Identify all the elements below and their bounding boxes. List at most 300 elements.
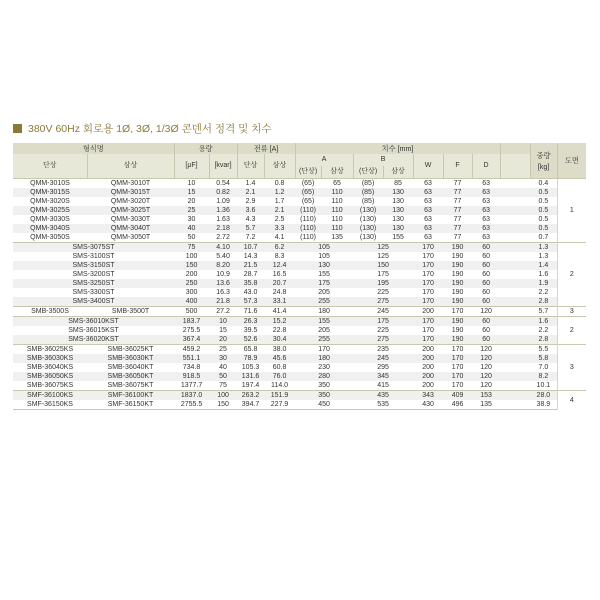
capacity-uf: 15 — [174, 188, 209, 197]
current-three: 76.0 — [264, 372, 295, 381]
dim-a-three: 110 — [321, 224, 353, 233]
header-drawing: 도면 — [557, 143, 586, 179]
weight-kg: 38.9 — [530, 400, 557, 410]
weight-kg: 2.2 — [530, 288, 557, 297]
table-row — [13, 372, 586, 381]
dim-a: 350 — [295, 381, 353, 391]
current-three: 8.3 — [264, 252, 295, 261]
capacity-kvar: 2.72 — [209, 233, 237, 243]
current-single: 78.9 — [237, 354, 264, 363]
dim-a-single: (110) — [295, 224, 321, 233]
capacity-uf: 734.8 — [174, 363, 209, 372]
current-single: 14.3 — [237, 252, 264, 261]
spacer-cell — [500, 206, 530, 215]
dim-a-single: (65) — [295, 188, 321, 197]
model-three: SMB-36040KT — [87, 363, 174, 372]
model-three: QMM-3030T — [87, 215, 174, 224]
current-three: 6.2 — [264, 243, 295, 253]
capacity-kvar: 10.9 — [209, 270, 237, 279]
dim-b-single: (85) — [353, 188, 383, 197]
header-uf: [μF] — [174, 154, 209, 179]
table-row — [13, 197, 586, 206]
drawing-number: 4 — [557, 391, 586, 410]
model-three: SMB-36025KT — [87, 345, 174, 355]
dim-d: 60 — [472, 288, 500, 297]
dim-d: 120 — [472, 381, 500, 391]
dim-d: 120 — [472, 363, 500, 372]
dim-f: 409 — [443, 391, 472, 401]
table-title — [13, 121, 271, 135]
capacity-uf: 1377.7 — [174, 381, 209, 391]
dim-f: 190 — [443, 335, 472, 345]
current-three: 16.5 — [264, 270, 295, 279]
dim-a: 130 — [295, 261, 353, 270]
spacer-cell — [500, 224, 530, 233]
current-single: 263.2 — [237, 391, 264, 401]
capacity-kvar: 75 — [209, 381, 237, 391]
model-single: SMF-36150KS — [13, 400, 87, 410]
dim-d: 60 — [472, 317, 500, 327]
model-single: SMB-36050KS — [13, 372, 87, 381]
dim-f: 77 — [443, 224, 472, 233]
header-current: 전류 [A] — [237, 143, 295, 154]
table-row — [13, 288, 586, 297]
dim-f: 190 — [443, 288, 472, 297]
dim-w: 200 — [413, 345, 443, 355]
spacer-cell — [500, 179, 530, 189]
dim-b: 435 — [353, 391, 413, 401]
dim-a: 175 — [295, 279, 353, 288]
model-combined: SMS-3100ST — [13, 252, 174, 261]
table-row — [13, 243, 586, 253]
dim-f: 77 — [443, 197, 472, 206]
weight-kg: 1.6 — [530, 270, 557, 279]
current-single: 5.7 — [237, 224, 264, 233]
dim-a: 105 — [295, 252, 353, 261]
dim-a-single: (65) — [295, 197, 321, 206]
weight-kg: 5.7 — [530, 307, 557, 317]
current-single: 3.6 — [237, 206, 264, 215]
capacity-uf: 1837.0 — [174, 391, 209, 401]
capacity-kvar: 50 — [209, 372, 237, 381]
table-row — [13, 297, 586, 307]
dim-w: 343 — [413, 391, 443, 401]
dim-b: 125 — [353, 252, 413, 261]
dim-f: 190 — [443, 243, 472, 253]
dim-w: 170 — [413, 279, 443, 288]
dim-b-three: 130 — [383, 224, 413, 233]
dim-d: 63 — [472, 206, 500, 215]
dim-a: 205 — [295, 326, 353, 335]
capacity-kvar: 100 — [209, 391, 237, 401]
dim-f: 190 — [443, 270, 472, 279]
table-row — [13, 270, 586, 279]
dim-b-three: 155 — [383, 233, 413, 243]
header-model: 형식명 — [13, 143, 174, 154]
capacity-kvar: 16.3 — [209, 288, 237, 297]
current-three: 114.0 — [264, 381, 295, 391]
current-three: 0.8 — [264, 179, 295, 189]
table-row — [13, 345, 586, 355]
dim-w: 170 — [413, 317, 443, 327]
dim-w: 170 — [413, 335, 443, 345]
dim-b-three: 130 — [383, 215, 413, 224]
dim-f: 190 — [443, 252, 472, 261]
header-b-three: 삼상 — [383, 166, 413, 179]
table-row — [13, 317, 586, 327]
table-row — [13, 354, 586, 363]
dim-d: 63 — [472, 215, 500, 224]
spacer-cell — [500, 307, 530, 317]
model-single: QMM-3040S — [13, 224, 87, 233]
dim-w: 200 — [413, 372, 443, 381]
table-row — [13, 233, 586, 243]
spacer-cell — [500, 335, 530, 345]
current-single: 10.7 — [237, 243, 264, 253]
dim-a-three: 110 — [321, 206, 353, 215]
current-single: 197.4 — [237, 381, 264, 391]
dim-d: 63 — [472, 179, 500, 189]
capacity-uf: 183.7 — [174, 317, 209, 327]
current-single: 52.6 — [237, 335, 264, 345]
current-three: 60.8 — [264, 363, 295, 372]
dim-w: 170 — [413, 270, 443, 279]
spacer-cell — [500, 345, 530, 355]
header-b-single: (단상) — [353, 166, 383, 179]
weight-kg: 1.9 — [530, 279, 557, 288]
dim-d: 120 — [472, 354, 500, 363]
dim-d: 63 — [472, 197, 500, 206]
dim-b: 175 — [353, 270, 413, 279]
table-row — [13, 252, 586, 261]
current-single: 71.6 — [237, 307, 264, 317]
dim-b-single: (130) — [353, 215, 383, 224]
current-three: 22.8 — [264, 326, 295, 335]
spacer-cell — [500, 317, 530, 327]
table-row — [13, 279, 586, 288]
spec-table — [13, 143, 586, 410]
model-combined: SMS-3200ST — [13, 270, 174, 279]
dim-d: 60 — [472, 243, 500, 253]
capacity-uf: 275.5 — [174, 326, 209, 335]
dim-w: 170 — [413, 297, 443, 307]
model-three: QMM-3040T — [87, 224, 174, 233]
capacity-kvar: 1.36 — [209, 206, 237, 215]
header-weight-unit: [kg] — [537, 161, 550, 171]
header-weight-label: 중량 — [536, 150, 551, 160]
weight-kg: 1.4 — [530, 261, 557, 270]
dim-w: 63 — [413, 197, 443, 206]
dim-d: 120 — [472, 372, 500, 381]
model-three: SMB-36030KT — [87, 354, 174, 363]
weight-kg: 2.2 — [530, 326, 557, 335]
weight-kg: 5.8 — [530, 354, 557, 363]
spacer-cell — [500, 363, 530, 372]
capacity-kvar: 2.18 — [209, 224, 237, 233]
capacity-uf: 300 — [174, 288, 209, 297]
dim-a-single: (110) — [295, 215, 321, 224]
current-single: 39.5 — [237, 326, 264, 335]
dim-a: 180 — [295, 354, 353, 363]
model-combined: SMS-3400ST — [13, 297, 174, 307]
capacity-uf: 400 — [174, 297, 209, 307]
dim-b-three: 85 — [383, 179, 413, 189]
dim-b: 150 — [353, 261, 413, 270]
header-three: 삼상 — [87, 154, 174, 179]
dim-a: 155 — [295, 317, 353, 327]
dim-w: 170 — [413, 243, 443, 253]
current-three: 3.3 — [264, 224, 295, 233]
dim-a: 280 — [295, 372, 353, 381]
weight-kg: 0.5 — [530, 188, 557, 197]
table-title-text: 380V 60Hz 회로용 1Ø, 3Ø, 1/3Ø 콘덴서 정격 및 치수 — [28, 122, 272, 135]
header-row-1 — [13, 143, 586, 154]
dim-a-three: 65 — [321, 179, 353, 189]
model-three: SMB-36075KT — [87, 381, 174, 391]
capacity-uf: 40 — [174, 224, 209, 233]
dim-a-three: 110 — [321, 188, 353, 197]
model-single: SMB-36030KS — [13, 354, 87, 363]
dim-w: 170 — [413, 326, 443, 335]
dim-b-single: (85) — [353, 179, 383, 189]
dim-a: 230 — [295, 363, 353, 372]
weight-kg: 0.5 — [530, 215, 557, 224]
dim-b-single: (130) — [353, 233, 383, 243]
dim-f: 190 — [443, 317, 472, 327]
dim-a-three: 110 — [321, 197, 353, 206]
dim-w: 200 — [413, 363, 443, 372]
dim-b: 195 — [353, 279, 413, 288]
header-f: F — [443, 154, 472, 179]
header-w: W — [413, 154, 443, 179]
model-combined: SMS-36010KST — [13, 317, 174, 327]
table-row — [13, 224, 586, 233]
dim-f: 170 — [443, 381, 472, 391]
current-three: 24.8 — [264, 288, 295, 297]
dim-d: 63 — [472, 233, 500, 243]
dim-b: 345 — [353, 372, 413, 381]
model-single: SMB-36075KS — [13, 381, 87, 391]
table-row — [13, 261, 586, 270]
capacity-uf: 551.1 — [174, 354, 209, 363]
dim-d: 60 — [472, 335, 500, 345]
capacity-kvar: 40 — [209, 363, 237, 372]
dim-w: 63 — [413, 224, 443, 233]
weight-kg: 5.5 — [530, 345, 557, 355]
model-combined: SMS-36015KST — [13, 326, 174, 335]
header-row-2 — [13, 154, 586, 166]
capacity-kvar: 5.40 — [209, 252, 237, 261]
model-single: SMB-36025KS — [13, 345, 87, 355]
capacity-uf: 10 — [174, 179, 209, 189]
dim-a: 105 — [295, 243, 353, 253]
dim-b: 225 — [353, 288, 413, 297]
dim-f: 170 — [443, 345, 472, 355]
current-three: 2.5 — [264, 215, 295, 224]
model-single: QMM-3015S — [13, 188, 87, 197]
dim-w: 63 — [413, 188, 443, 197]
current-three: 38.0 — [264, 345, 295, 355]
capacity-kvar: 8.20 — [209, 261, 237, 270]
spec-table-body — [13, 179, 586, 410]
current-three: 41.4 — [264, 307, 295, 317]
model-combined: SMS-3150ST — [13, 261, 174, 270]
header-weight — [530, 143, 557, 179]
dim-d: 60 — [472, 252, 500, 261]
model-three: QMM-3020T — [87, 197, 174, 206]
dim-d: 60 — [472, 261, 500, 270]
current-single: 394.7 — [237, 400, 264, 410]
drawing-number: 3 — [557, 307, 586, 317]
spacer-cell — [500, 279, 530, 288]
model-combined: SMS-3300ST — [13, 288, 174, 297]
weight-kg: 10.1 — [530, 381, 557, 391]
spacer-cell — [500, 288, 530, 297]
header-d: D — [472, 154, 500, 179]
current-single: 43.0 — [237, 288, 264, 297]
dim-d: 60 — [472, 297, 500, 307]
capacity-uf: 500 — [174, 307, 209, 317]
dim-w: 200 — [413, 381, 443, 391]
weight-kg: 1.3 — [530, 243, 557, 253]
capacity-kvar: 13.6 — [209, 279, 237, 288]
header-spacer-2 — [500, 154, 530, 179]
model-single: SMB-36040KS — [13, 363, 87, 372]
current-three: 2.1 — [264, 206, 295, 215]
current-three: 30.4 — [264, 335, 295, 345]
header-cur-three: 삼상 — [264, 154, 295, 179]
current-three: 151.9 — [264, 391, 295, 401]
dim-b: 275 — [353, 297, 413, 307]
current-three: 1.7 — [264, 197, 295, 206]
weight-kg: 1.3 — [530, 252, 557, 261]
current-three: 33.1 — [264, 297, 295, 307]
spacer-cell — [500, 326, 530, 335]
current-three: 45.6 — [264, 354, 295, 363]
current-single: 28.7 — [237, 270, 264, 279]
dim-a-three: 110 — [321, 215, 353, 224]
capacity-uf: 367.4 — [174, 335, 209, 345]
dim-a: 205 — [295, 288, 353, 297]
current-single: 26.3 — [237, 317, 264, 327]
dim-d: 60 — [472, 326, 500, 335]
current-single: 4.3 — [237, 215, 264, 224]
weight-kg: 0.5 — [530, 197, 557, 206]
dim-b: 535 — [353, 400, 413, 410]
dim-a-three: 135 — [321, 233, 353, 243]
dim-b-single: (130) — [353, 206, 383, 215]
header-cur-single: 단상 — [237, 154, 264, 179]
dim-b: 275 — [353, 335, 413, 345]
current-single: 21.5 — [237, 261, 264, 270]
dim-b-three: 130 — [383, 206, 413, 215]
dim-f: 77 — [443, 179, 472, 189]
dim-d: 63 — [472, 224, 500, 233]
dim-d: 120 — [472, 307, 500, 317]
drawing-number: 1 — [557, 179, 586, 243]
dim-w: 170 — [413, 288, 443, 297]
spacer-cell — [500, 197, 530, 206]
header-dims: 치수 [mm] — [295, 143, 500, 154]
capacity-kvar: 21.8 — [209, 297, 237, 307]
model-single: QMM-3025S — [13, 206, 87, 215]
model-three: QMM-3015T — [87, 188, 174, 197]
dim-d: 135 — [472, 400, 500, 410]
table-row — [13, 391, 586, 401]
model-single: QMM-3020S — [13, 197, 87, 206]
capacity-uf: 250 — [174, 279, 209, 288]
weight-kg: 28.0 — [530, 391, 557, 401]
capacity-kvar: 0.54 — [209, 179, 237, 189]
capacity-kvar: 10 — [209, 317, 237, 327]
current-single: 65.8 — [237, 345, 264, 355]
dim-a: 450 — [295, 400, 353, 410]
model-three: SMF-36150KT — [87, 400, 174, 410]
dim-w: 63 — [413, 215, 443, 224]
square-bullet-icon — [13, 124, 22, 133]
dim-w: 430 — [413, 400, 443, 410]
capacity-uf: 100 — [174, 252, 209, 261]
current-three: 12.4 — [264, 261, 295, 270]
capacity-uf: 25 — [174, 206, 209, 215]
capacity-kvar: 25 — [209, 345, 237, 355]
dim-f: 190 — [443, 261, 472, 270]
weight-kg: 8.2 — [530, 372, 557, 381]
dim-d: 60 — [472, 279, 500, 288]
dim-w: 200 — [413, 307, 443, 317]
spacer-cell — [500, 391, 530, 401]
drawing-number: 2 — [557, 243, 586, 307]
model-single: QMM-3050S — [13, 233, 87, 243]
dim-d: 153 — [472, 391, 500, 401]
spacer-cell — [500, 215, 530, 224]
capacity-uf: 200 — [174, 270, 209, 279]
dim-d: 63 — [472, 188, 500, 197]
table-row — [13, 179, 586, 189]
header-a-single: (단상) — [295, 166, 321, 179]
dim-a: 255 — [295, 335, 353, 345]
dim-f: 170 — [443, 372, 472, 381]
model-three: SMF-36100KT — [87, 391, 174, 401]
model-three: QMM-3010T — [87, 179, 174, 189]
weight-kg: 0.5 — [530, 224, 557, 233]
capacity-uf: 75 — [174, 243, 209, 253]
model-three: QMM-3050T — [87, 233, 174, 243]
dim-f: 170 — [443, 363, 472, 372]
weight-kg: 0.7 — [530, 233, 557, 243]
capacity-uf: 30 — [174, 215, 209, 224]
dim-b: 415 — [353, 381, 413, 391]
header-a-three: 삼상 — [321, 166, 353, 179]
model-three: QMM-3025T — [87, 206, 174, 215]
current-single: 2.1 — [237, 188, 264, 197]
dim-b: 245 — [353, 354, 413, 363]
capacity-kvar: 150 — [209, 400, 237, 410]
dim-f: 170 — [443, 307, 472, 317]
capacity-kvar: 20 — [209, 335, 237, 345]
capacity-uf: 918.5 — [174, 372, 209, 381]
spacer-cell — [500, 261, 530, 270]
dim-b-three: 130 — [383, 188, 413, 197]
capacity-uf: 2755.5 — [174, 400, 209, 410]
dim-a: 155 — [295, 270, 353, 279]
spacer-cell — [500, 297, 530, 307]
spacer-cell — [500, 243, 530, 253]
model-single: SMF-36100KS — [13, 391, 87, 401]
dim-d: 60 — [472, 270, 500, 279]
dim-w: 63 — [413, 233, 443, 243]
capacity-kvar: 0.82 — [209, 188, 237, 197]
